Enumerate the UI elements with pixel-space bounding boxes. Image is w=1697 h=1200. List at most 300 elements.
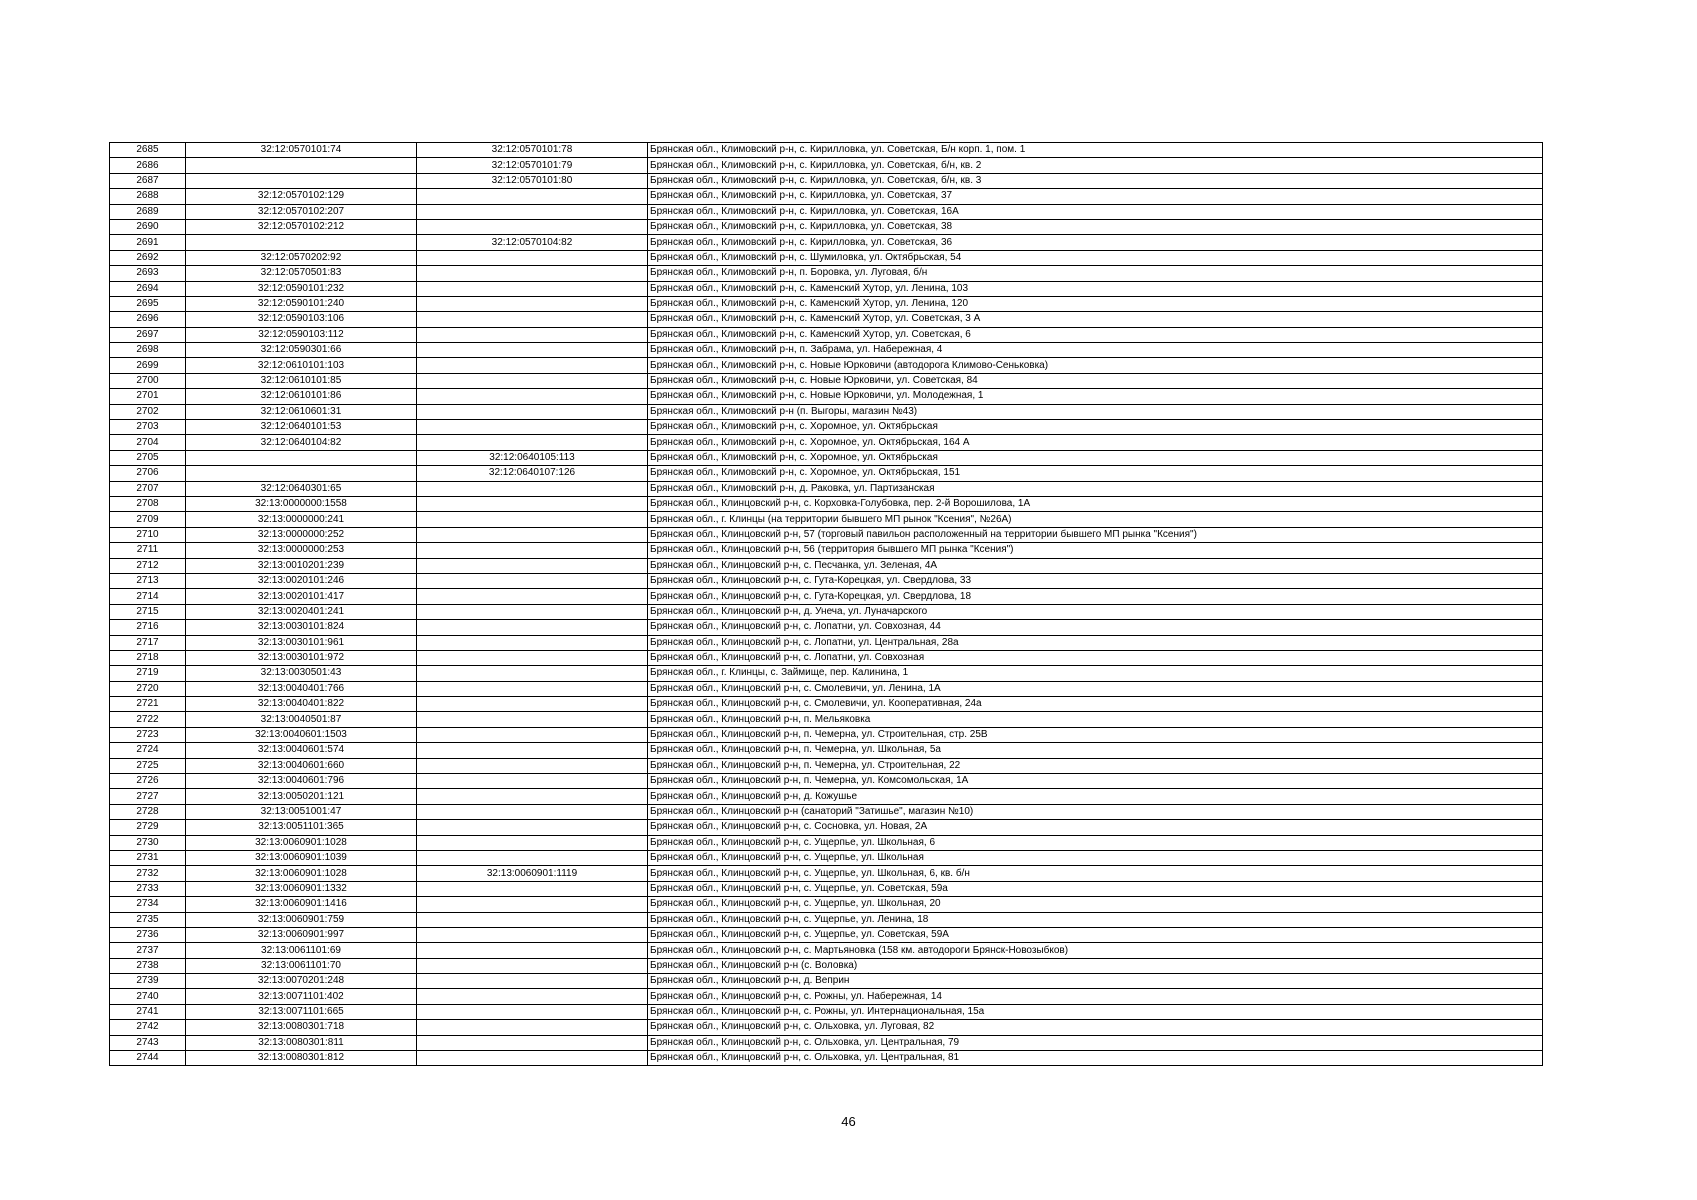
table-row	[110, 343, 1543, 358]
object-number-cell	[417, 820, 648, 835]
table-row	[110, 327, 1543, 342]
row-number-cell: 2685	[110, 143, 186, 158]
object-number-cell	[417, 312, 648, 327]
object-number-cell	[417, 1020, 648, 1035]
row-number-cell: 2730	[110, 835, 186, 850]
object-number-cell	[417, 404, 648, 419]
row-number-cell: 2724	[110, 743, 186, 758]
table-row	[110, 974, 1543, 989]
cadastral-number-cell: 32:12:0570202:92	[186, 250, 417, 265]
row-number-cell: 2689	[110, 204, 186, 219]
table-row	[110, 1051, 1543, 1066]
address-cell: Брянская обл., Клинцовский р-н, п. Чемерна, ул. Комсомольская, 1А	[648, 774, 1543, 789]
table-row	[110, 820, 1543, 835]
table-row	[110, 496, 1543, 511]
address-cell: Брянская обл., Клинцовский р-н, п. Мельяковка	[648, 712, 1543, 727]
cadastral-number-cell	[186, 158, 417, 173]
table-row	[110, 250, 1543, 265]
table-row	[110, 481, 1543, 496]
address-cell: Брянская обл., Климовский р-н, д. Раковка, ул. Партизанская	[648, 481, 1543, 496]
cadastral-number-cell: 32:13:0030501:43	[186, 666, 417, 681]
table-row	[110, 712, 1543, 727]
object-number-cell	[417, 943, 648, 958]
object-number-cell	[417, 881, 648, 896]
object-number-cell	[417, 1004, 648, 1019]
row-number-cell: 2735	[110, 912, 186, 927]
address-cell: Брянская обл., Климовский р-н, п. Забрама, ул. Набережная, 4	[648, 343, 1543, 358]
table-row	[110, 620, 1543, 635]
object-number-cell	[417, 296, 648, 311]
table-row	[110, 219, 1543, 234]
address-cell: Брянская обл., Климовский р-н, с. Кирилловка, ул. Советская, Б/н корп. 1, пом. 1	[648, 143, 1543, 158]
table-row	[110, 235, 1543, 250]
cadastral-number-cell: 32:13:0020101:417	[186, 589, 417, 604]
address-cell: Брянская обл., Климовский р-н, с. Хоромное, ул. Октябрьская	[648, 420, 1543, 435]
cadastral-number-cell: 32:12:0570101:74	[186, 143, 417, 158]
object-number-cell	[417, 527, 648, 542]
object-number-cell	[417, 774, 648, 789]
object-number-cell	[417, 835, 648, 850]
cadastral-number-cell: 32:13:0051001:47	[186, 804, 417, 819]
table-row	[110, 404, 1543, 419]
table-row	[110, 989, 1543, 1004]
address-cell: Брянская обл., Клинцовский р-н, с. Смолевичи, ул. Ленина, 1А	[648, 681, 1543, 696]
object-number-cell	[417, 635, 648, 650]
object-number-cell	[417, 512, 648, 527]
table-row	[110, 866, 1543, 881]
table-row	[110, 281, 1543, 296]
row-number-cell: 2738	[110, 958, 186, 973]
cadastral-number-cell: 32:13:0071101:402	[186, 989, 417, 1004]
cadastral-number-cell: 32:13:0070201:248	[186, 974, 417, 989]
row-number-cell: 2706	[110, 466, 186, 481]
table-row	[110, 158, 1543, 173]
address-cell: Брянская обл., Клинцовский р-н, д. Веприн	[648, 974, 1543, 989]
row-number-cell: 2686	[110, 158, 186, 173]
row-number-cell: 2713	[110, 573, 186, 588]
cadastral-number-cell: 32:13:0040501:87	[186, 712, 417, 727]
address-cell: Брянская обл., Климовский р-н, с. Кирилловка, ул. Советская, 36	[648, 235, 1543, 250]
table-row	[110, 512, 1543, 527]
row-number-cell: 2688	[110, 189, 186, 204]
cadastral-number-cell	[186, 466, 417, 481]
table-row	[110, 635, 1543, 650]
cadastral-number-cell: 32:13:0060901:997	[186, 927, 417, 942]
address-cell: Брянская обл., Клинцовский р-н, д. Кожушье	[648, 789, 1543, 804]
object-number-cell	[417, 897, 648, 912]
row-number-cell: 2719	[110, 666, 186, 681]
cadastral-number-cell	[186, 450, 417, 465]
cadastral-number-cell: 32:13:0040601:660	[186, 758, 417, 773]
row-number-cell: 2716	[110, 620, 186, 635]
address-cell: Брянская обл., Клинцовский р-н, с. Ущерпье, ул. Школьная	[648, 850, 1543, 865]
row-number-cell: 2708	[110, 496, 186, 511]
table-row	[110, 758, 1543, 773]
object-number-cell	[417, 327, 648, 342]
cadastral-number-cell: 32:12:0590103:112	[186, 327, 417, 342]
table-row	[110, 604, 1543, 619]
row-number-cell: 2737	[110, 943, 186, 958]
cadastral-number-cell: 32:13:0030101:972	[186, 650, 417, 665]
cadastral-number-cell: 32:12:0610101:86	[186, 389, 417, 404]
address-cell: Брянская обл., Клинцовский р-н, п. Чемерна, ул. Строительная, 22	[648, 758, 1543, 773]
table-row	[110, 189, 1543, 204]
object-number-cell: 32:12:0640107:126	[417, 466, 648, 481]
table-row	[110, 1020, 1543, 1035]
cadastral-number-cell: 32:13:0060901:1028	[186, 835, 417, 850]
cadastral-number-cell: 32:13:0061101:69	[186, 943, 417, 958]
cadastral-number-cell: 32:13:0000000:252	[186, 527, 417, 542]
cadastral-number-cell: 32:12:0610101:85	[186, 373, 417, 388]
object-number-cell	[417, 343, 648, 358]
object-number-cell	[417, 435, 648, 450]
address-cell: Брянская обл., Климовский р-н, с. Кирилловка, ул. Советская, б/н, кв. 2	[648, 158, 1543, 173]
address-cell: Брянская обл., г. Клинцы (на территории бывшего МП рынок "Ксения", №26А)	[648, 512, 1543, 527]
address-cell: Брянская обл., Клинцовский р-н, 57 (торговый павильон расположенный на территории бывшего МП рынка "Ксения")	[648, 527, 1543, 542]
object-number-cell	[417, 204, 648, 219]
row-number-cell: 2693	[110, 266, 186, 281]
address-cell: Брянская обл., г. Клинцы, с. Займище, пер. Калинина, 1	[648, 666, 1543, 681]
cadastral-number-cell: 32:13:0000000:241	[186, 512, 417, 527]
address-cell: Брянская обл., Клинцовский р-н, с. Ущерпье, ул. Советская, 59А	[648, 927, 1543, 942]
table-row	[110, 143, 1543, 158]
address-cell: Брянская обл., Клинцовский р-н, с. Лопатни, ул. Совхозная	[648, 650, 1543, 665]
object-number-cell	[417, 743, 648, 758]
object-number-cell	[417, 620, 648, 635]
object-number-cell	[417, 804, 648, 819]
table-row	[110, 435, 1543, 450]
object-number-cell	[417, 389, 648, 404]
property-register-table	[109, 142, 1543, 1066]
address-cell: Брянская обл., Климовский р-н, с. Шумиловка, ул. Октябрьская, 54	[648, 250, 1543, 265]
object-number-cell: 32:13:0060901:1119	[417, 866, 648, 881]
object-number-cell	[417, 927, 648, 942]
object-number-cell	[417, 281, 648, 296]
cadastral-number-cell: 32:12:0570102:212	[186, 219, 417, 234]
table-row	[110, 1004, 1543, 1019]
cadastral-number-cell: 32:13:0060901:759	[186, 912, 417, 927]
row-number-cell: 2709	[110, 512, 186, 527]
cadastral-number-cell: 32:13:0040401:766	[186, 681, 417, 696]
object-number-cell	[417, 1035, 648, 1050]
table-row	[110, 681, 1543, 696]
table-row	[110, 1035, 1543, 1050]
object-number-cell	[417, 958, 648, 973]
row-number-cell: 2687	[110, 173, 186, 188]
object-number-cell	[417, 681, 648, 696]
cadastral-number-cell: 32:13:0030101:824	[186, 620, 417, 635]
address-cell: Брянская обл., Климовский р-н, с. Кирилловка, ул. Советская, 16А	[648, 204, 1543, 219]
address-cell: Брянская обл., Клинцовский р-н, с. Ущерпье, ул. Школьная, 6	[648, 835, 1543, 850]
object-number-cell	[417, 758, 648, 773]
table-row	[110, 897, 1543, 912]
cadastral-number-cell: 32:13:0071101:665	[186, 1004, 417, 1019]
table-row	[110, 558, 1543, 573]
cadastral-number-cell: 32:13:0000000:1558	[186, 496, 417, 511]
address-cell: Брянская обл., Клинцовский р-н, с. Мартьяновка (158 км. автодороги Брянск-Новозыбков)	[648, 943, 1543, 958]
address-cell: Брянская обл., Климовский р-н (п. Выгоры, магазин №43)	[648, 404, 1543, 419]
cadastral-number-cell: 32:12:0640104:82	[186, 435, 417, 450]
row-number-cell: 2711	[110, 543, 186, 558]
cadastral-number-cell: 32:13:0080301:812	[186, 1051, 417, 1066]
table-row	[110, 173, 1543, 188]
cadastral-number-cell: 32:12:0610601:31	[186, 404, 417, 419]
table-row	[110, 204, 1543, 219]
row-number-cell: 2694	[110, 281, 186, 296]
object-number-cell	[417, 650, 648, 665]
object-number-cell	[417, 727, 648, 742]
cadastral-number-cell: 32:13:0080301:811	[186, 1035, 417, 1050]
cadastral-number-cell: 32:12:0610101:103	[186, 358, 417, 373]
object-number-cell: 32:12:0570101:78	[417, 143, 648, 158]
row-number-cell: 2718	[110, 650, 186, 665]
object-number-cell	[417, 373, 648, 388]
address-cell: Брянская обл., Климовский р-н, с. Каменский Хутор, ул. Ленина, 103	[648, 281, 1543, 296]
cadastral-number-cell	[186, 235, 417, 250]
table-body	[110, 143, 1543, 1066]
address-cell: Брянская обл., Климовский р-н, с. Каменский Хутор, ул. Советская, 3 А	[648, 312, 1543, 327]
object-number-cell	[417, 266, 648, 281]
row-number-cell: 2743	[110, 1035, 186, 1050]
address-cell: Брянская обл., Клинцовский р-н, с. Лопатни, ул. Совхозная, 44	[648, 620, 1543, 635]
object-number-cell	[417, 481, 648, 496]
row-number-cell: 2715	[110, 604, 186, 619]
row-number-cell: 2717	[110, 635, 186, 650]
row-number-cell: 2712	[110, 558, 186, 573]
object-number-cell	[417, 589, 648, 604]
table-row	[110, 743, 1543, 758]
table-row	[110, 589, 1543, 604]
cadastral-number-cell: 32:12:0590103:106	[186, 312, 417, 327]
row-number-cell: 2725	[110, 758, 186, 773]
row-number-cell: 2705	[110, 450, 186, 465]
address-cell: Брянская обл., Климовский р-н, с. Каменский Хутор, ул. Ленина, 120	[648, 296, 1543, 311]
row-number-cell: 2701	[110, 389, 186, 404]
object-number-cell	[417, 912, 648, 927]
row-number-cell: 2710	[110, 527, 186, 542]
address-cell: Брянская обл., Клинцовский р-н, п. Чемерна, ул. Школьная, 5а	[648, 743, 1543, 758]
object-number-cell: 32:12:0570104:82	[417, 235, 648, 250]
row-number-cell: 2739	[110, 974, 186, 989]
row-number-cell: 2703	[110, 420, 186, 435]
cadastral-number-cell: 32:13:0051101:365	[186, 820, 417, 835]
cadastral-number-cell: 32:13:0060901:1028	[186, 866, 417, 881]
row-number-cell: 2731	[110, 850, 186, 865]
table-row	[110, 666, 1543, 681]
cadastral-number-cell: 32:12:0640301:65	[186, 481, 417, 496]
address-cell: Брянская обл., Клинцовский р-н, с. Ущерпье, ул. Советская, 59а	[648, 881, 1543, 896]
address-cell: Брянская обл., Клинцовский р-н, с. Лопатни, ул. Центральная, 28а	[648, 635, 1543, 650]
cadastral-number-cell: 32:13:0010201:239	[186, 558, 417, 573]
row-number-cell: 2726	[110, 774, 186, 789]
address-cell: Брянская обл., Клинцовский р-н, с. Ольховка, ул. Центральная, 81	[648, 1051, 1543, 1066]
table-row	[110, 912, 1543, 927]
cadastral-number-cell: 32:13:0020401:241	[186, 604, 417, 619]
cadastral-number-cell: 32:13:0050201:121	[186, 789, 417, 804]
row-number-cell: 2742	[110, 1020, 186, 1035]
cadastral-number-cell: 32:13:0040601:1503	[186, 727, 417, 742]
object-number-cell	[417, 219, 648, 234]
object-number-cell	[417, 697, 648, 712]
table-row	[110, 373, 1543, 388]
table-row	[110, 927, 1543, 942]
table-row	[110, 881, 1543, 896]
address-cell: Брянская обл., Клинцовский р-н, с. Смолевичи, ул. Кооперативная, 24а	[648, 697, 1543, 712]
address-cell: Брянская обл., Клинцовский р-н, с. Ущерпье, ул. Школьная, 20	[648, 897, 1543, 912]
page-number: 46	[841, 1114, 856, 1129]
table-row	[110, 527, 1543, 542]
row-number-cell: 2696	[110, 312, 186, 327]
address-cell: Брянская обл., Климовский р-н, с. Хоромное, ул. Октябрьская	[648, 450, 1543, 465]
cadastral-number-cell: 32:13:0040601:574	[186, 743, 417, 758]
address-cell: Брянская обл., Клинцовский р-н (с. Воловка)	[648, 958, 1543, 973]
table-row	[110, 420, 1543, 435]
table-row	[110, 312, 1543, 327]
cadastral-number-cell: 32:12:0570102:129	[186, 189, 417, 204]
table-row	[110, 573, 1543, 588]
row-number-cell: 2690	[110, 219, 186, 234]
object-number-cell	[417, 974, 648, 989]
address-cell: Брянская обл., Клинцовский р-н, с. Песчанка, ул. Зеленая, 4А	[648, 558, 1543, 573]
address-cell: Брянская обл., Клинцовский р-н, с. Рожны, ул. Набережная, 14	[648, 989, 1543, 1004]
row-number-cell: 2733	[110, 881, 186, 896]
object-number-cell	[417, 604, 648, 619]
object-number-cell	[417, 1051, 648, 1066]
address-cell: Брянская обл., Климовский р-н, с. Хоромное, ул. Октябрьская, 151	[648, 466, 1543, 481]
cadastral-number-cell: 32:12:0570102:207	[186, 204, 417, 219]
table-row	[110, 389, 1543, 404]
row-number-cell: 2704	[110, 435, 186, 450]
cadastral-number-cell: 32:13:0060901:1332	[186, 881, 417, 896]
address-cell: Брянская обл., Клинцовский р-н, с. Ольховка, ул. Луговая, 82	[648, 1020, 1543, 1035]
cadastral-number-cell: 32:12:0640101:53	[186, 420, 417, 435]
address-cell: Брянская обл., Климовский р-н, с. Новые Юрковичи, ул. Молодежная, 1	[648, 389, 1543, 404]
table-row	[110, 296, 1543, 311]
address-cell: Брянская обл., Клинцовский р-н (санаторий "Затишье", магазин №10)	[648, 804, 1543, 819]
table-row	[110, 543, 1543, 558]
address-cell: Брянская обл., Клинцовский р-н, п. Чемерна, ул. Строительная, стр. 25В	[648, 727, 1543, 742]
row-number-cell: 2721	[110, 697, 186, 712]
row-number-cell: 2740	[110, 989, 186, 1004]
row-number-cell: 2699	[110, 358, 186, 373]
row-number-cell: 2700	[110, 373, 186, 388]
row-number-cell: 2744	[110, 1051, 186, 1066]
table-row	[110, 835, 1543, 850]
row-number-cell: 2732	[110, 866, 186, 881]
object-number-cell	[417, 789, 648, 804]
address-cell: Брянская обл., Клинцовский р-н, с. Ольховка, ул. Центральная, 79	[648, 1035, 1543, 1050]
address-cell: Брянская обл., Клинцовский р-н, с. Корховка-Голубовка, пер. 2-й Ворошилова, 1А	[648, 496, 1543, 511]
cadastral-number-cell	[186, 173, 417, 188]
address-cell: Брянская обл., Климовский р-н, п. Боровка, ул. Луговая, б/н	[648, 266, 1543, 281]
address-cell: Брянская обл., Климовский р-н, с. Кирилловка, ул. Советская, б/н, кв. 3	[648, 173, 1543, 188]
address-cell: Брянская обл., Клинцовский р-н, с. Гута-Корецкая, ул. Свердлова, 33	[648, 573, 1543, 588]
cadastral-number-cell: 32:12:0590301:66	[186, 343, 417, 358]
object-number-cell: 32:12:0570101:79	[417, 158, 648, 173]
row-number-cell: 2723	[110, 727, 186, 742]
address-cell: Брянская обл., Климовский р-н, с. Новые Юрковичи (автодорога Климово-Сеньковка)	[648, 358, 1543, 373]
object-number-cell	[417, 189, 648, 204]
row-number-cell: 2734	[110, 897, 186, 912]
row-number-cell: 2727	[110, 789, 186, 804]
table-row	[110, 358, 1543, 373]
object-number-cell	[417, 496, 648, 511]
table-row	[110, 450, 1543, 465]
object-number-cell	[417, 358, 648, 373]
cadastral-number-cell: 32:13:0061101:70	[186, 958, 417, 973]
address-cell: Брянская обл., Климовский р-н, с. Хоромное, ул. Октябрьская, 164 А	[648, 435, 1543, 450]
table-row	[110, 804, 1543, 819]
cadastral-number-cell: 32:12:0590101:232	[186, 281, 417, 296]
row-number-cell: 2729	[110, 820, 186, 835]
row-number-cell: 2722	[110, 712, 186, 727]
address-cell: Брянская обл., Климовский р-н, с. Новые Юрковичи, ул. Советская, 84	[648, 373, 1543, 388]
table-row	[110, 466, 1543, 481]
table-row	[110, 943, 1543, 958]
table-row	[110, 958, 1543, 973]
row-number-cell: 2697	[110, 327, 186, 342]
table-row	[110, 650, 1543, 665]
cadastral-number-cell: 32:12:0570501:83	[186, 266, 417, 281]
object-number-cell	[417, 666, 648, 681]
object-number-cell	[417, 558, 648, 573]
address-cell: Брянская обл., Клинцовский р-н, 56 (территория бывшего МП рынка "Ксения")	[648, 543, 1543, 558]
row-number-cell: 2720	[110, 681, 186, 696]
address-cell: Брянская обл., Климовский р-н, с. Кирилловка, ул. Советская, 38	[648, 219, 1543, 234]
object-number-cell	[417, 543, 648, 558]
address-cell: Брянская обл., Клинцовский р-н, с. Рожны, ул. Интернациональная, 15а	[648, 1004, 1543, 1019]
cadastral-number-cell: 32:13:0060901:1416	[186, 897, 417, 912]
cadastral-number-cell: 32:13:0020101:246	[186, 573, 417, 588]
address-cell: Брянская обл., Климовский р-н, с. Кирилловка, ул. Советская, 37	[648, 189, 1543, 204]
cadastral-number-cell: 32:13:0060901:1039	[186, 850, 417, 865]
object-number-cell: 32:12:0640105:113	[417, 450, 648, 465]
address-cell: Брянская обл., Клинцовский р-н, с. Гута-Корецкая, ул. Свердлова, 18	[648, 589, 1543, 604]
table-row	[110, 774, 1543, 789]
address-cell: Брянская обл., Клинцовский р-н, с. Ущерпье, ул. Школьная, 6, кв. б/н	[648, 866, 1543, 881]
table-row	[110, 789, 1543, 804]
row-number-cell: 2702	[110, 404, 186, 419]
table-row	[110, 727, 1543, 742]
object-number-cell	[417, 573, 648, 588]
row-number-cell: 2707	[110, 481, 186, 496]
object-number-cell: 32:12:0570101:80	[417, 173, 648, 188]
cadastral-number-cell: 32:12:0590101:240	[186, 296, 417, 311]
row-number-cell: 2741	[110, 1004, 186, 1019]
table-row	[110, 850, 1543, 865]
address-cell: Брянская обл., Клинцовский р-н, с. Сосновка, ул. Новая, 2А	[648, 820, 1543, 835]
address-cell: Брянская обл., Клинцовский р-н, с. Ущерпье, ул. Ленина, 18	[648, 912, 1543, 927]
object-number-cell	[417, 250, 648, 265]
table-row	[110, 266, 1543, 281]
address-cell: Брянская обл., Клинцовский р-н, д. Унеча, ул. Луначарского	[648, 604, 1543, 619]
object-number-cell	[417, 850, 648, 865]
row-number-cell: 2695	[110, 296, 186, 311]
cadastral-number-cell: 32:13:0080301:718	[186, 1020, 417, 1035]
object-number-cell	[417, 420, 648, 435]
row-number-cell: 2692	[110, 250, 186, 265]
row-number-cell: 2691	[110, 235, 186, 250]
row-number-cell: 2736	[110, 927, 186, 942]
row-number-cell: 2714	[110, 589, 186, 604]
row-number-cell: 2698	[110, 343, 186, 358]
cadastral-number-cell: 32:13:0000000:253	[186, 543, 417, 558]
table-row	[110, 697, 1543, 712]
cadastral-number-cell: 32:13:0040401:822	[186, 697, 417, 712]
object-number-cell	[417, 712, 648, 727]
row-number-cell: 2728	[110, 804, 186, 819]
cadastral-number-cell: 32:13:0040601:796	[186, 774, 417, 789]
